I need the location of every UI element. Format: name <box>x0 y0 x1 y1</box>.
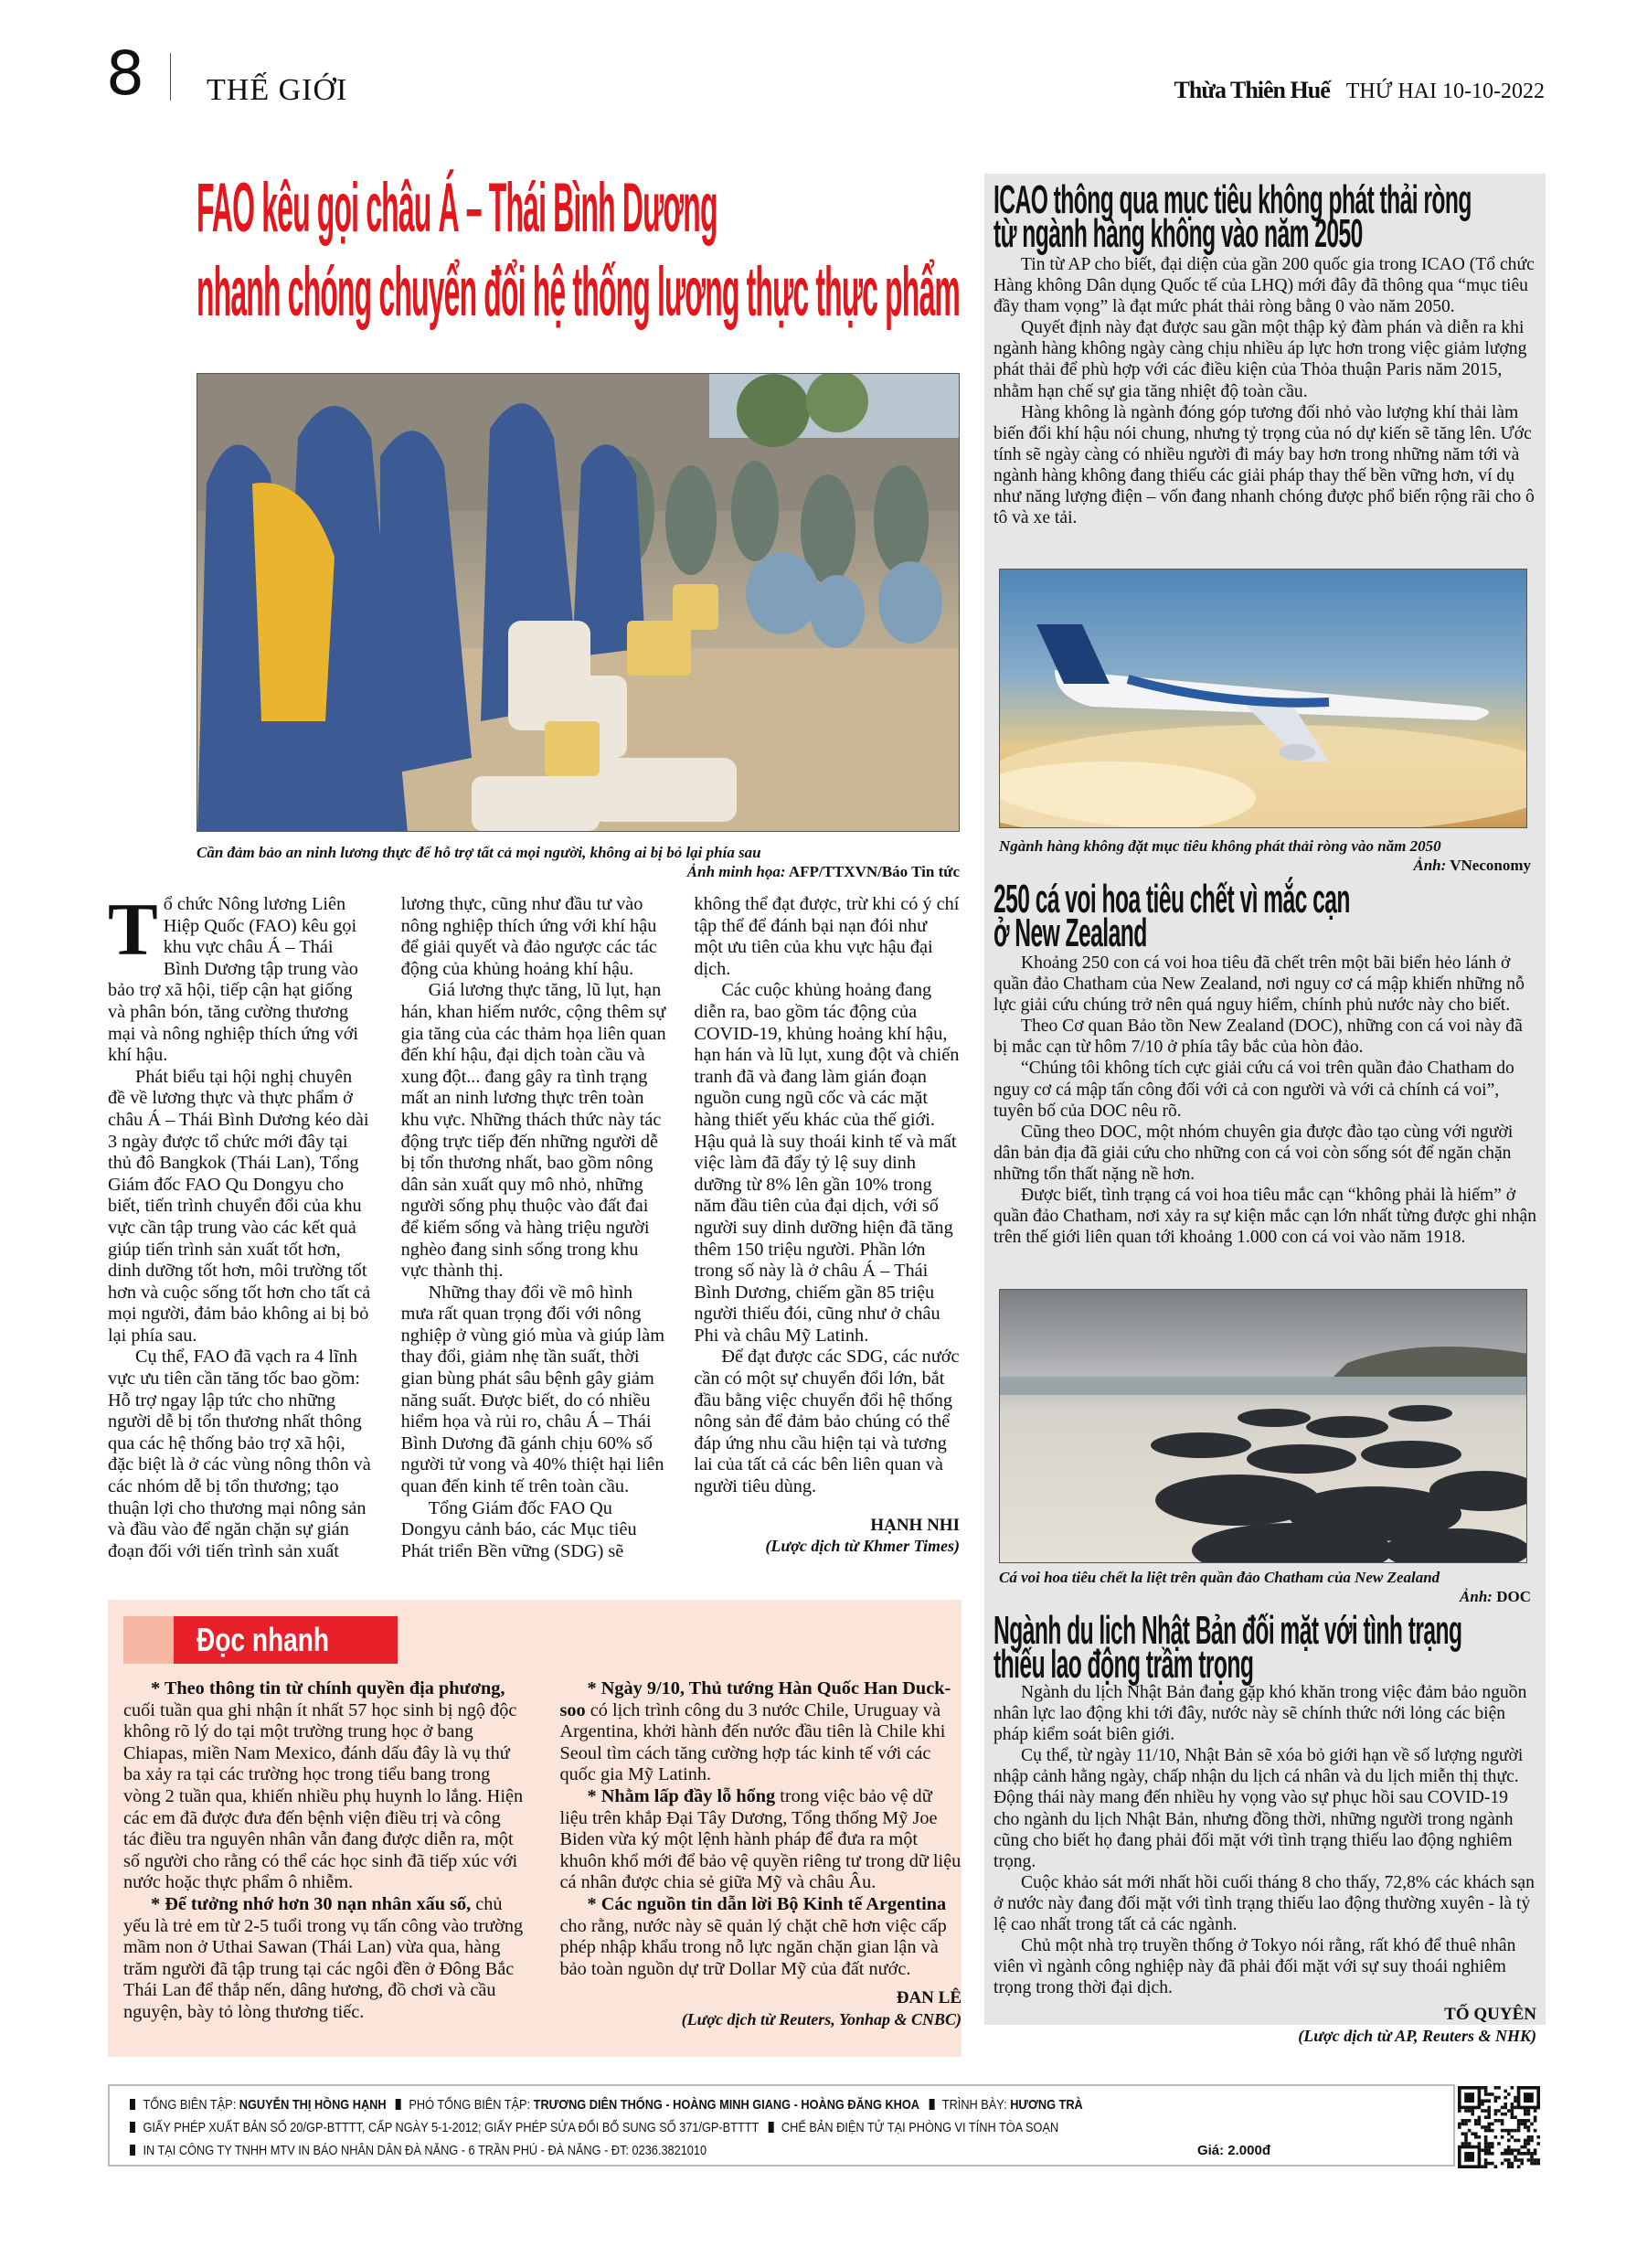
headline-line: nhanh chóng chuyển đổi hệ thống lương thực thực phẩm <box>197 253 960 331</box>
quick-read-item <box>560 1894 962 1980</box>
imprint-printer-line <box>130 2143 707 2158</box>
article-paragraph: Theo Cơ quan Bảo tồn New Zealand (DOC), những con cá voi này đã bị mắc cạn từ hôm 7/10 ở phía tây bắc của hòn đảo. <box>994 1017 1523 1058</box>
quick-read-body <box>123 1678 962 2044</box>
photo-credit <box>999 1588 1531 1606</box>
item-lead: * Các nguồn tin dẫn lời Bộ Kinh tế Argentina <box>587 1893 947 1914</box>
whales-body <box>994 953 1536 1248</box>
item-lead: * Để tưởng nhớ hơn 30 nạn nhân xấu số, <box>151 1893 472 1914</box>
photo-credit-source: DOC <box>1496 1588 1531 1605</box>
page-number: 8 <box>106 38 144 109</box>
layout-name: HƯƠNG TRÀ <box>1010 2097 1083 2113</box>
deputy-names: TRƯƠNG DIÊN THỐNG - HOÀNG MINH GIANG - HOÀNG ĐĂNG KHOA <box>533 2097 920 2113</box>
headline-line: FAO kêu gọi châu Á – Thái Bình Dương <box>197 169 717 247</box>
item-lead: * Nhằm lấp đầy lỗ hổng <box>587 1785 776 1806</box>
qr-code[interactable] <box>1458 2086 1540 2168</box>
item-text: cuối tuần qua ghi nhận ít nhất 57 học sinh bị ngộ độc không rõ lý do tại một trường trung học ở bang Chiapas, miền Nam Mexico, đánh dấu đây là vụ thứ ba xảy ra tại các trường học trong tiểu bang trong vòng 2 tuần qua, khiến nhiều phụ huynh lo lắng. Hiện các em đã được đưa đến bệnh viện điều trị và công tác điều tra nguyên nhân vẫn đang được diễn ra, một số người cho rằng có thể các học sinh đã tiếp xúc với nước hoặc thực phẩm ô nhiễm. <box>123 1699 524 1893</box>
photo-caption: Ngành hàng không đặt mục tiêu không phát thải ròng vào năm 2050 <box>999 837 1441 855</box>
printer-text: IN TẠI CÔNG TY TNHH MTV IN BÁO NHÂN DÂN ĐÀ NẴNG - 6 TRẦN PHÚ - ĐÀ NẴNG - ĐT: 0236.3821010 <box>143 2143 707 2158</box>
article-paragraph: Cụ thể, từ ngày 11/10, Nhật Bản sẽ xóa bỏ giới hạn về số lượng người nhập cảnh hằng ngày, chấp nhận du lịch cá nhân và du lịch miễn thị thực. Động thái này mang đến nhiều hy vọng vào sự phục hồi sau COVID-19 cho ngành du lịch Nhật Bản, nhưng đồng thời, những người trong ngành cũng cho biết họ đang phải đối mặt với tình trạng thiếu lao động nghiêm trọng. <box>994 1746 1524 1871</box>
header-divider <box>170 53 171 101</box>
photo-credit <box>197 863 960 881</box>
item-text: chủ yếu là trẻ em từ 2-5 tuổi trong vụ tấn công vào trường mầm non ở Uthai Sawan (Thái Lan) vừa qua, hàng trăm người đã tập trung tại các ngôi đền ở Đông Bắc Thái Lan để thắp nến, dâng hương, đồ chơi và cầu nguyện, bày tỏ lòng thương tiếc. <box>123 1893 524 2022</box>
item-lead: * Theo thông tin từ chính quyền địa phương, <box>151 1678 505 1698</box>
masthead <box>1174 77 1545 104</box>
quick-read-item <box>123 1894 526 2024</box>
deputy-label: PHÓ TỔNG BIÊN TẬP: <box>409 2097 531 2113</box>
article-paragraph: “Chúng tôi không tích cực giải cứu cá voi trên quần đảo Chatham do nguy cơ cá mập tấn công đối với cả con người và với cả chính cá voi”, tuyên bố của DOC nêu rõ. <box>994 1059 1514 1121</box>
article-author: TỐ QUYÊN <box>1444 2005 1536 2025</box>
article-paragraph: Cuộc khảo sát mới nhất hồi cuối tháng 8 cho thấy, 72,8% các khách sạn ở nước này đang đối mặt với tình trạng thiếu lao động thường xuyên - là tỷ lệ cao nhất trong tất cả các ngành. <box>994 1872 1535 1935</box>
photo-credit-source: VNeconomy <box>1450 857 1531 874</box>
photo-credit-source: AFP/TTXVN/Báo Tin tức <box>788 863 960 880</box>
paragraph-text: ổ chức Nông lương Liên Hiệp Quốc (FAO) kêu gọi khu vực châu Á – Thái Bình Dương tập trung vào bảo trợ xã hội, tiếp cận hạt giống và phân bón, tăng cường thương mại và nông nghiệp thích ứng với khí hậu. <box>108 894 359 1066</box>
item-text: cho rằng, nước này sẽ quản lý chặt chẽ hơn việc cấp phép nhập khẩu trong nỗ lực ngăn chặn gian lận và bảo toàn nguồn dự trữ Dollar Mỹ của đất nước. <box>559 1915 947 1979</box>
headline-line: ICAO thông qua mục tiêu không phát thải ròng <box>994 177 1472 222</box>
quick-read-box <box>108 1600 962 2057</box>
airplane-illustration <box>1000 570 1527 828</box>
article-paragraph: Cũng theo DOC, một nhóm chuyên gia được đào tạo cùng với người dân bản địa đã giải cứu cho những con cá voi còn sống sót để ngăn chặn những tổn thất nặng nề hơn. <box>994 1122 1514 1184</box>
article-paragraph: Ngành du lịch Nhật Bản đang gặp khó khăn trong việc đảm bảo nguồn nhân lực lao động khi tới đây, nước này sẽ chính thức nới lỏng các biện pháp kiểm soát biên giới. <box>994 1683 1527 1745</box>
article-paragraph: Giá lương thực tăng, lũ lụt, hạn hán, khan hiếm nước, cộng thêm sự gia tăng của các thảm họa liên quan đến khí hậu, đại dịch toàn cầu và xung đột... đang gây ra tình trạng mất an ninh lương thực trên toàn khu vực. Những thách thức này tác động trực tiếp đến những người dễ bị tổn thương nhất, bao gồm nông dân sản xuất quy mô nhỏ, những người sống phụ thuộc vào đất đai để kiếm sống và hàng triệu người nghèo đang sinh sống trong khu vực thành thị. <box>400 980 666 1282</box>
japan-headline <box>994 1608 1533 1687</box>
main-photo-food-aid <box>197 373 960 832</box>
main-photo-caption-block <box>197 843 960 881</box>
photo-caption: Cần đảm bảo an ninh lương thực để hỗ trợ tất cả mọi người, không ai bị bỏ lại phía sau <box>197 844 761 861</box>
article-paragraph: Để đạt được các SDG, các nước cần có một sự chuyển đổi lớn, bắt đầu bằng việc chuyển đổi hệ thống nông sản để đảm bảo chúng có thể đáp ứng nhu cầu hiện tại và tương lai của tất cả các bên liên quan và người tiêu dùng. <box>694 1347 960 1497</box>
article-paragraph: Tổng Giám đốc FAO Qu Dongyu cảnh báo, các Mục tiêu Phát triển Bền vững (SDG) sẽ không thể đạt được, trừ khi có ý chí tập thể để đánh bại nạn đói như một ưu tiên của khu vực hậu đại dịch. <box>400 894 960 1561</box>
article-paragraph: Hàng không là ngành đóng góp tương đối nhỏ vào lượng khí thải làm biến đổi khí hậu nói chung, nhưng tỷ trọng của nó dự kiến sẽ tăng lên. Ước tính sẽ ngày càng có nhiều người đi máy bay hơn trong những năm tới và ngành hàng không đang thiếu các giải pháp thay thế bền vững hơn, ví dụ như năng lượng điện – vốn đang nhanh chóng được phổ biến rộng rãi cho ô tô và xe tải. <box>994 402 1535 528</box>
airplane-photo <box>999 569 1527 828</box>
icao-headline <box>994 177 1533 256</box>
article-paragraph: Các cuộc khủng hoảng đang diễn ra, bao gồm tác động của COVID-19, khủng hoảng khí hậu, hạn hán và lũ lụt, xung đột và chiến tranh đã và đang làm gián đoạn nguồn cung ngũ cốc và các mặt hàng thiết yếu khác của thế giới. Hậu quả là suy thoái kinh tế và mất việc làm đã đẩy tỷ lệ suy dinh dưỡng từ 8% lên gần 10% trong năm đầu tiên của đại dịch, với số người suy dinh dưỡng hiện đã tăng thêm 150 triệu người. Phần lớn trong số này là ở châu Á – Thái Bình Dương, chiếm gần 85 triệu người thiếu đói, cũng như ở châu Phi và châu Mỹ Latinh. <box>694 980 960 1346</box>
article-paragraph: Tin từ AP cho biết, đại diện của gần 200 quốc gia trong ICAO (Tổ chức Hàng không Dân dụng Quốc tế của LHQ) mới đây đã thông qua “mục tiêu đầy tham vọng” là đạt mức phát thải ròng bằng 0 vào năm 2050. <box>994 255 1535 317</box>
quick-read-author: ĐAN LÊ <box>896 1988 962 2008</box>
price: Giá: 2.000đ <box>1196 2143 1270 2158</box>
article-paragraph: Khoảng 250 con cá voi hoa tiêu đã chết trên một bãi biển hẻo lánh ở quần đảo Chatham của New Zealand, nơi nguy cơ cá mập khiến những nỗ lực giải cứu chúng trở nên quá nguy hiểm, chính phủ nước này cho biết. <box>994 953 1525 1016</box>
world-news-sidebar <box>984 174 1546 2045</box>
icao-body <box>994 254 1536 528</box>
stranded-whales-illustration <box>1000 1290 1527 1563</box>
quick-read-item <box>560 1786 962 1894</box>
quick-read-item <box>123 1678 526 1894</box>
editor-name: NGUYỄN THỊ HỒNG HẠNH <box>239 2097 387 2113</box>
article-paragraph: Cụ thể, FAO đã vạch ra 4 lĩnh vực ưu tiên cần tăng tốc bao gồm: Hỗ trợ ngay lập tức cho những người dễ bị tổn thương nhất thông qua các hệ thống bảo trợ xã hội, đặc biệt là ở các vùng nông thôn và các nhóm dễ bị tổn thương; tạo thuận lợi cho thương mại nông sản và đầu vào để ngăn chặn sự gián đoạn đối với tiến trình sản xuất lương thực, cũng như đầu tư vào nông nghiệp thích ứng với khí hậu để giải quyết và đảo ngược các tác động của khủng hoảng khí hậu. <box>108 894 657 1561</box>
article-source: (Lược dịch từ AP, Reuters & NHK) <box>1298 2026 1536 2045</box>
whales-headline <box>994 877 1533 955</box>
issue-date: THỨ HAI 10-10-2022 <box>1345 80 1545 103</box>
headline-line: Ngành du lịch Nhật Bản đối mặt với tình trạng <box>994 1608 1462 1653</box>
item-text: trong việc bảo vệ dữ liệu trên khắp Đại Tây Dương, Tổng thống Mỹ Joe Biden vừa ký một lệnh hành pháp để đưa ra một khuôn khổ mới để bảo vệ quyền riêng tư trong dữ liệu cá nhân được chia sẻ giữa Mỹ và châu Âu. <box>559 1785 962 1893</box>
quick-read-source: (Lược dịch từ Reuters, Yonhap & CNBC) <box>681 2009 962 2028</box>
article-paragraph: Được biết, tình trạng cá voi hoa tiêu mắc cạn “không phải là hiếm” ở quần đảo Chatham, nơi xảy ra sự kiện mắc cạn lớn nhất từng được ghi nhận trên thế giới liên quan tới khoảng 1.000 con cá voi vào năm 1918. <box>994 1186 1537 1248</box>
quick-read-item <box>560 1678 962 1786</box>
article-paragraph: Quyết định này đạt được sau gần một thập kỷ đàm phán và diễn ra khi ngành hàng không ngày càng chịu nhiều áp lực hơn trong việc giảm lượng phát thải để phù hợp với các điều kiện của Thỏa thuận Paris năm 2015, nhằm hạn chế sự gia tăng nhiệt độ toàn cầu. <box>994 318 1527 401</box>
headline-line: từ ngành hàng không vào năm 2050 <box>994 211 1363 256</box>
food-aid-illustration <box>197 374 960 832</box>
photo-credit-label: Ảnh: <box>1413 857 1447 874</box>
quick-read-title: Đọc nhanh <box>197 1621 330 1658</box>
article-paragraph: Chủ một nhà trọ truyền thống ở Tokyo nói rằng, rất khó để thuê nhân viên vì ngành công nghiệp này đã phải đối mặt với sự suy thoái nghiêm trọng trong thời đại dịch. <box>994 1936 1516 1998</box>
editor-label: TỔNG BIÊN TẬP: <box>143 2097 237 2113</box>
drop-cap: T <box>108 888 158 971</box>
whales-caption-block <box>999 1568 1531 1606</box>
headline-line: ở New Zealand <box>994 910 1147 955</box>
japan-body <box>994 1682 1536 2047</box>
newspaper-name: Thừa Thiên Huế <box>1174 77 1330 103</box>
article-paragraph: Những thay đổi về mô hình mưa rất quan trọng đối với nông nghiệp ở vùng gió mùa và giúp làm thay đổi, giảm nhẹ tần suất, thời gian bùng phát sâu bệnh gây giảm năng suất. Được biết, do có nhiều hiểm họa và rủi ro, châu Á – Thái Bình Dương đã gánh chịu 60% số người tử vong và 40% thiệt hại liên quan đến kinh tế trên toàn cầu. <box>400 1282 665 1497</box>
imprint-license-line <box>130 2120 1058 2135</box>
photo-caption: Cá voi hoa tiêu chết la liệt trên quần đảo Chatham của New Zealand <box>999 1569 1440 1586</box>
imprint-staff-line <box>130 2097 1083 2113</box>
photo-credit-label: Ảnh: <box>1460 1588 1493 1605</box>
item-text: có lịch trình công du 3 nước Chile, Uruguay và Argentina, khởi hành đến nước đầu tiên là Chile khi Seoul tìm cách tăng cường hợp tác kinh tế với các quốc gia Mỹ Latinh. <box>559 1699 946 1785</box>
photo-credit-label: Ảnh minh họa: <box>686 863 786 880</box>
article-paragraph <box>108 888 374 1067</box>
layout-label: TRÌNH BÀY: <box>941 2097 1007 2113</box>
whales-photo <box>999 1289 1527 1563</box>
quick-read-tab-accent <box>123 1616 174 1664</box>
main-article-body <box>108 888 960 1575</box>
typesetting-text: CHẾ BẢN ĐIỆN TỬ TẠI PHÒNG VI TÍNH TÒA SOẠN <box>781 2120 1059 2135</box>
airplane-caption-block <box>999 836 1531 875</box>
item-lead: * Ngày 9/10, Thủ tướng Hàn Quốc Han Duck-soo <box>559 1678 951 1720</box>
headline-line: 250 cá voi hoa tiêu chết vì mắc cạn <box>994 877 1350 921</box>
article-paragraph: Phát biểu tại hội nghị chuyên đề về lương thực và thực phẩm ở châu Á – Thái Bình Dương kéo dài 3 ngày được tổ chức mới đây tại thủ đô Bangkok (Thái Lan), Tổng Giám đốc FAO Qu Dongyu cho biết, tiến trình chuyển đổi của khu vực cần tập trung vào các kết quả giúp tiến trình sản xuất tốt hơn, dinh dưỡng tốt hơn, môi trường tốt hơn và cuộc sống tốt hơn cho tất cả mọi người, đảm bảo không ai bị bỏ lại phía sau. <box>108 1066 371 1346</box>
quick-read-title-bar <box>174 1616 398 1664</box>
license-text: GIẤY PHÉP XUẤT BẢN SỐ 20/GP-BTTTT, CẤP NGÀY 5-1-2012; GIẤY PHÉP SỬA ĐỔI BỔ SUNG SỐ 371/GP-BTTTT <box>143 2120 760 2135</box>
main-headline <box>197 166 960 335</box>
article-author: HẠNH NHI <box>870 1515 960 1535</box>
headline-line: thiếu lao động trầm trọng <box>994 1642 1254 1687</box>
imprint-footer <box>108 2084 1455 2167</box>
photo-credit <box>999 857 1531 875</box>
section-title: THẾ GIỚI <box>207 73 348 107</box>
article-source: (Lược dịch từ Khmer Times) <box>765 1537 960 1556</box>
